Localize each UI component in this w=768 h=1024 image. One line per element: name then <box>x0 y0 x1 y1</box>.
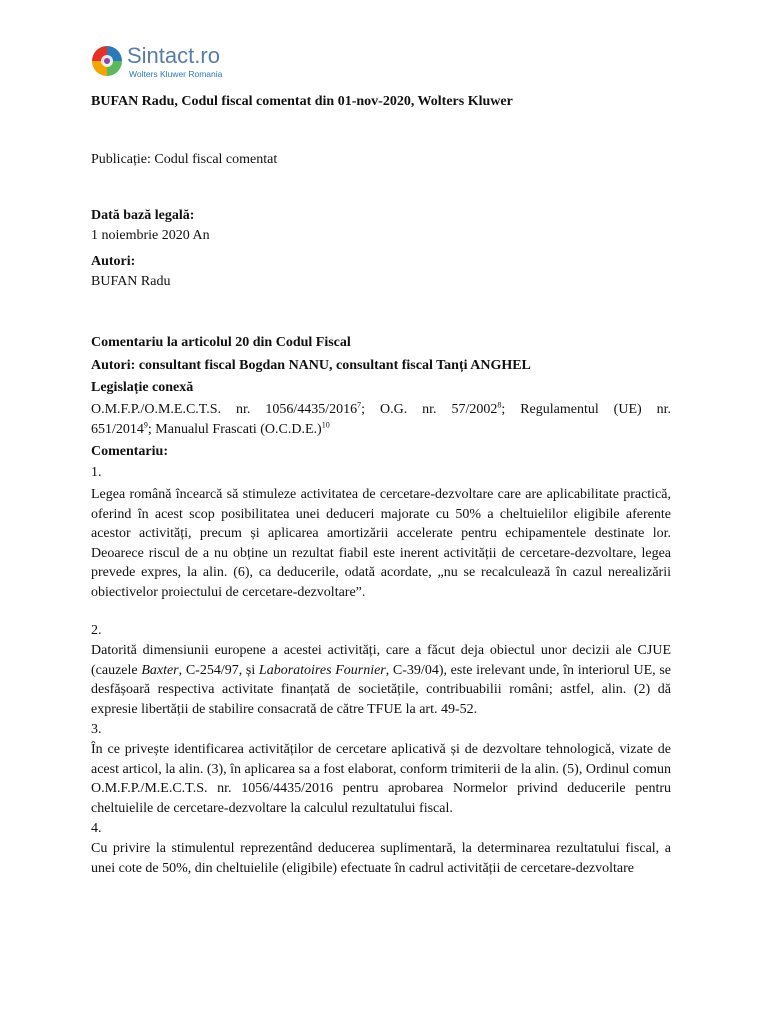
related-ref-ordin[interactable]: O.M.F.P./O.M.E.C.T.S. nr. 1056/4435/2016 <box>91 402 358 417</box>
authors-label: Autori: <box>91 254 136 269</box>
item-number-3: 3. <box>91 722 102 737</box>
paragraph-text: Datorită dimensiunii europene a acestei activități, care a făcut deja obiectul unor decizii ale CJUE (cauzele <box>91 643 671 678</box>
related-ref-frascati[interactable]: ; Manualul Frascati (O.C.D.E.) <box>147 421 322 437</box>
comment-title: Comentariu la articolul 20 din Codul Fiscal <box>91 335 351 350</box>
case-name: Baxter <box>141 662 179 678</box>
comment-paragraph-2 <box>91 641 671 719</box>
item-number-2: 2. <box>91 623 102 638</box>
legal-date-value: 1 noiembrie 2020 An <box>91 228 210 243</box>
paragraph-text: , C-254/97, și <box>178 662 259 678</box>
item-number-1: 1. <box>91 465 102 480</box>
related-ref-regulament[interactable]: ; Regulamentul (UE) nr. <box>501 402 672 417</box>
footnote-ref[interactable]: 7 <box>357 400 362 410</box>
related-ref-regulament-number[interactable]: 651/2014 <box>91 421 144 437</box>
comment-paragraph-1: Legea română încearcă să stimuleze activitatea de cercetare-dezvoltare care are aplicabilitate practică, oferind în acest scop posibilitatea unei deduceri majorate cu 50% a cheltuielilor eligibile aferente acestor activități, precum și aplicarea amortizării accelerate pentru echipamentele destinate lor. Deoarece riscul de a nu obține un rezultat fiabil este inerent activității de cercetare-dezvoltare, legea prevede expres, la alin. (6), ca deducerile, odată acordate, „nu se recalculează în cazul nerealizării obiectivelor proiectului de cercetare-dezvoltare”. <box>91 487 671 600</box>
publication-line: Publicație: Codul fiscal comentat <box>91 152 278 167</box>
related-line-1 <box>91 400 671 420</box>
comment-paragraph-3: În ce privește identificarea activităților de cercetare aplicativă și de dezvoltare tehnologică, vizate de acest articol, la alin. (3), în aplicarea sa a fost elaborat, conform trimiterii de la alin. (5), Ordinul comun O.M.F.P./M.E.C.T.S. nr. 1056/4435/2016 pentru aprobarea Normelor privind deducerile pentru cheltuielile de cercetare-dezvoltare la calculul rezultatului fiscal. <box>91 742 672 816</box>
related-ref-og[interactable]: ; O.G. nr. 57/2002 <box>361 402 498 417</box>
related-legislation-label: Legislație conexă <box>91 380 194 395</box>
comment-paragraph-4: Cu privire la stimulentul reprezentând deducerea suplimentară, la determinarea rezultatului fiscal, a unei cote de 50%, din cheltuielile (eligibile) efectuate în cadrul activității de cercetare-dezvoltare <box>91 841 671 876</box>
document-title: BUFAN Radu, Codul fiscal comentat din 01-nov-2020, Wolters Kluwer <box>91 94 513 109</box>
logo-tagline: Wolters Kluwer Romania <box>129 69 223 79</box>
footnote-ref[interactable]: 10 <box>321 419 330 429</box>
authors-value: BUFAN Radu <box>91 274 171 289</box>
related-line-2 <box>91 420 671 440</box>
footnote-ref[interactable]: 9 <box>143 419 148 429</box>
legal-date-label: Dată bază legală: <box>91 208 195 223</box>
logo-name: Sintact.ro <box>127 43 220 68</box>
comment-label: Comentariu: <box>91 444 168 459</box>
item-number-4: 4. <box>91 821 102 836</box>
comment-authors: Autori: consultant fiscal Bogdan NANU, consultant fiscal Tanți ANGHEL <box>91 358 531 373</box>
case-name: Laboratoires Fournier <box>258 662 386 678</box>
paragraph-text: , C-39/04), este irelevant unde, în interiorul UE, se desfășoară respectiva activitate finanțată de societățile, contribuabilii români; astfel, alin. (2) dă expresie libertății de stabilire consacrată de către TFUE la art. 49-52. <box>91 662 671 717</box>
footnote-ref[interactable]: 8 <box>497 400 502 410</box>
globe-logo-icon <box>91 45 123 77</box>
related-legislation-list <box>91 400 671 439</box>
